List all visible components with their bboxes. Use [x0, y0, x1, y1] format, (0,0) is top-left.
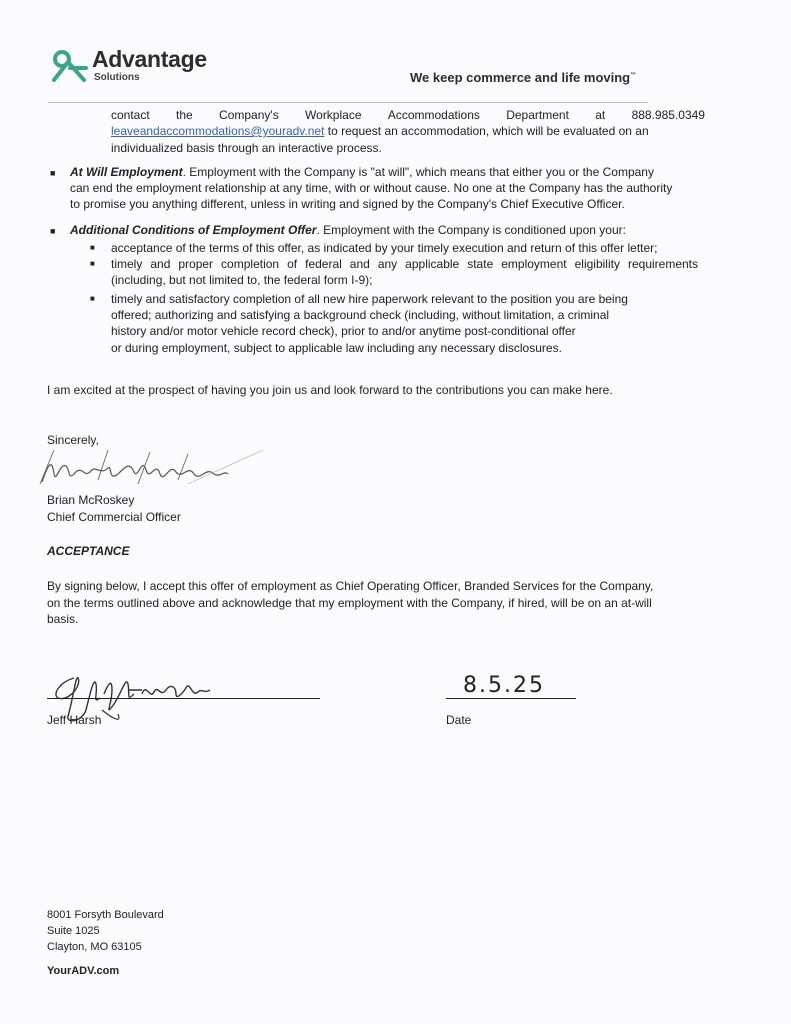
conditions-line1: Additional Conditions of Employment Offer. Employment with the Company is conditioned upon your: [70, 223, 626, 237]
at-will-line1: At Will Employment. Employment with the Company is "at will", which means that either you or the Company [70, 165, 654, 179]
address-line3: Clayton, MO 63105 [47, 941, 142, 953]
signature-brian-mcroskey [38, 444, 268, 494]
condition-item-3-line1: timely and satisfactory completion of all new hire paperwork relevant to the position you are being [111, 292, 628, 306]
sincerely: Sincerely, [47, 433, 99, 447]
at-will-title: At Will Employment [70, 165, 183, 179]
condition-item-3-line2: offered; authorizing and satisfying a background check (including, without limitation, a criminal [111, 308, 610, 322]
condition-item-2-line1: timely and proper completion of federal and any applicable state employment eligibility requirements [111, 257, 698, 271]
bullet-marker: ■ [50, 168, 56, 178]
accommodation-line3: individualized basis through an interactive process. [111, 141, 382, 155]
closing-paragraph: I am excited at the prospect of having you join us and look forward to the contributions you can make here. [47, 383, 613, 397]
date-label: Date [446, 713, 472, 727]
sub-bullet-marker: ■ [90, 294, 95, 303]
acceptance-line3: basis. [47, 612, 79, 626]
address-line2: Suite 1025 [47, 925, 100, 937]
tagline: We keep commerce and life moving™ [410, 70, 637, 85]
acceptance-line2: on the terms outlined above and acknowledge that my employment with the Company, if hired, will be on an at-will [47, 596, 652, 610]
bullet-marker: ■ [50, 226, 56, 236]
signer-name: Brian McRoskey [47, 493, 135, 507]
signer-title: Chief Commercial Officer [47, 510, 181, 524]
condition-item-3-line4: or during employment, subject to applicable law including any necessary disclosures. [111, 341, 562, 355]
employee-name: Jeff Harsh [47, 713, 102, 727]
condition-item-3-line3: history and/or motor vehicle record check), prior to and/or anytime post-conditional offer [111, 324, 576, 338]
brand-name: Advantage [92, 46, 207, 72]
accommodation-email-line: leaveandaccommodations@youradv.net to request an accommodation, which will be evaluated on an [111, 124, 649, 138]
acceptance-line1: By signing below, I accept this offer of employment as Chief Operating Officer, Branded Services for the Company, [47, 579, 654, 593]
signature-line [47, 698, 320, 699]
sub-bullet-marker: ■ [90, 243, 95, 252]
company-logo [50, 44, 250, 84]
acceptance-heading: ACCEPTANCE [47, 544, 130, 558]
accommodation-contact-line: contact the Company's Workplace Accommodations Department at 888.985.0349 [111, 108, 705, 122]
brand-sub: Solutions [94, 72, 140, 83]
date-line [446, 698, 576, 699]
condition-item-2-line2: (including, but not limited to, the federal form I-9); [111, 273, 373, 287]
header-divider [48, 102, 648, 103]
accommodations-email-link[interactable]: leaveandaccommodations@youradv.net [111, 124, 325, 138]
at-will-line3: to promise you anything different, unless in writing and signed by the Company's Chief Executive Officer. [70, 197, 625, 211]
sub-bullet-marker: ■ [90, 259, 95, 268]
condition-item-1: acceptance of the terms of this offer, as indicated by your timely execution and return of this offer letter; [111, 241, 658, 255]
website-link[interactable]: YourADV.com [47, 965, 120, 977]
advantage-logo-icon [50, 48, 88, 82]
conditions-title: Additional Conditions of Employment Offer [70, 223, 317, 237]
at-will-line2: can end the employment relationship at any time, with or without cause. No one at the Company has the authority [70, 181, 673, 195]
handwritten-date: 8.5.25 [463, 673, 545, 698]
address-line1: 8001 Forsyth Boulevard [47, 909, 164, 921]
